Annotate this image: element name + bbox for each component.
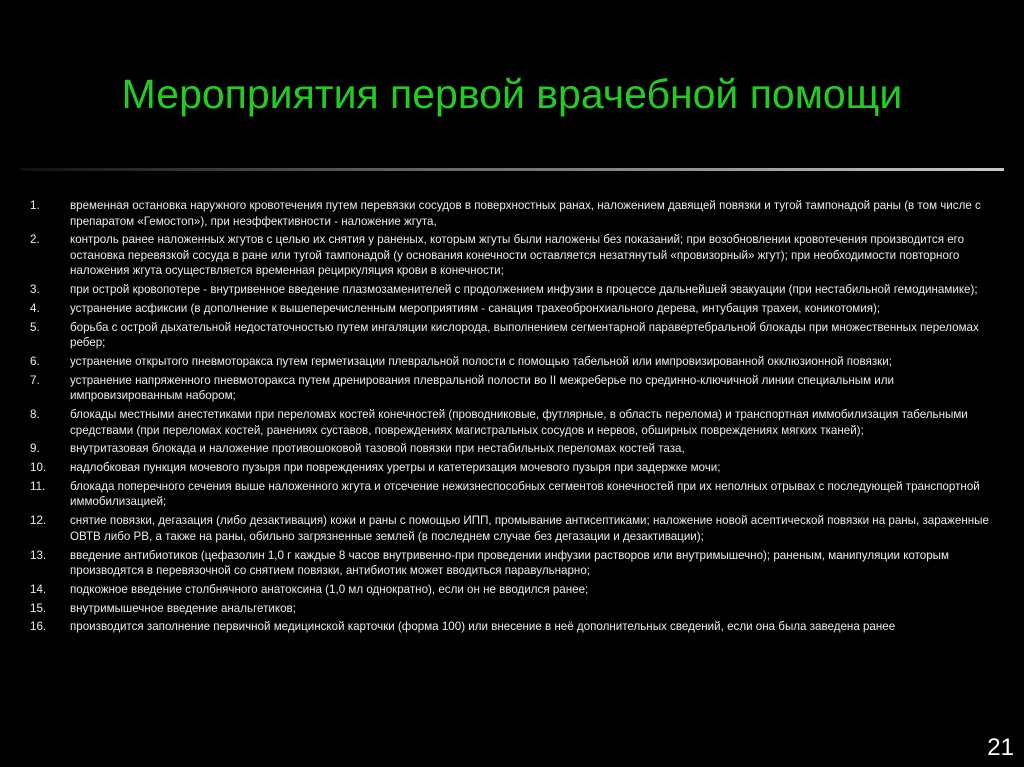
item-number: 14. [30,582,47,596]
title-divider [20,168,1004,171]
list-item [30,479,1000,510]
item-number: 15. [30,601,47,615]
item-number: 3. [30,283,40,297]
list-item [30,320,1000,351]
item-text: внутримышечное введение анальгетиков; [70,601,296,615]
item-text: контроль ранее наложенных жгутов с целью их снятия у раненых, которым жгуты были наложены без показаний; при возобновлении кровотечения производится его остановка перевязкой сосуда в ране или тугой тампонадой (у основания конечности оставляется незатянутый «провизорный» жгут); при необходимости повторного наложения жгута осуществляется временная рециркуляция крови в конечности; [70,233,965,278]
item-text: блокада поперечного сечения выше наложенного жгута и отсечение нежизнеспособных сегментов конечностей при их неполных отрывах с последующей транспортной иммобилизацией; [70,479,980,509]
measures-list [30,198,1000,638]
list-item [30,513,1000,544]
item-number: 1. [30,199,40,212]
list-item [30,619,1000,635]
page-number: 21 [987,734,1014,761]
item-number: 6. [30,354,40,368]
item-text: борьба с острой дыхательной недостаточностью путем ингаляции кислорода, выполнением сегментарной паравертебральной блокады при множественных переломах ребер; [70,320,979,350]
list-item [30,441,1000,457]
item-number: 4. [30,301,40,315]
list-item [30,460,1000,476]
item-number: 10. [30,461,47,475]
item-text: производится заполнение первичной медицинской карточки (форма 100) или внесение в неё дополнительных сведений, если она была заведена ранее [70,620,896,634]
list-item [30,373,1000,404]
list-item [30,601,1000,617]
item-number: 13. [30,548,47,562]
item-text: надлобковая пункция мочевого пузыря при повреждениях уретры и катетеризация мочевого пузыря при задержке мочи; [70,461,721,475]
item-text: при острой кровопотере - внутривенное введение плазмозаменителей с продолжением инфузии в процессе дальнейшей эвакуации (при нестабильной гемодинамике); [70,283,978,297]
slide-title: Мероприятия первой врачебной помощи [121,71,903,117]
item-number: 12. [30,514,47,528]
item-number: 9. [30,442,40,456]
item-number: 16. [30,620,47,634]
item-number: 11. [30,479,46,493]
item-text: устранение открытого пневмоторакса путем герметизации плевральной полости с помощью табельной или импровизированной окклюзионной повязки; [70,354,892,368]
list-item [30,282,1000,298]
list-item [30,301,1000,317]
list-item [30,232,1000,279]
list-item [30,354,1000,370]
list-item [30,407,1000,438]
item-text: введение антибиотиков (цефазолин 1,0 г каждые 8 часов внутривенно-при проведении инфузии растворов или внутримышечно); раненым, манипуляции которым производятся в перевязочной со снятием повязки, антибиотик может вводиться паравульнарно; [70,548,949,578]
item-number: 7. [30,373,40,387]
item-text: подкожное введение столбнячного анатоксина (1,0 мл однократно), если он не вводился ранее; [70,582,589,596]
item-text: снятие повязки, дегазация (либо дезактивация) кожи и раны с помощью ИПП, промывание антисептиками; наложение новой асептической повязки на раны, зараженные ОВТВ либо РВ, а также на раны, обильно загрязненные землей (в последнем случае без дегазации и дезактивации); [70,514,989,543]
item-number: 5. [30,320,40,334]
item-number: 8. [30,408,40,422]
list-item [30,548,1000,579]
item-text: внутритазовая блокада и наложение противошоковой тазовой повязки при нестабильных переломах костей таза, [70,442,685,456]
item-text: блокады местными анестетиками при переломах костей конечностей (проводниковые, футлярные, в область перелома) и транспортная иммобилизация табельными средствами (при переломах костей, ранениях суставов, повреждениях магистральных сосудов и нервов, обширных повреждениях мягких тканей); [70,408,968,437]
item-text: устранение асфиксии (в дополнение к вышеперечисленным мероприятиям - санация трахеобронхиального дерева, интубация трахеи, коникотомия); [70,301,881,315]
item-number: 2. [30,233,40,247]
list-item [30,198,1000,229]
item-text: временная остановка наружного кровотечения путем перевязки сосудов в поверхностных ранах, наложением давящей повязки и тугой тампонадой раны (в том числе с препаратом «Гемостоп»), при неэффективности - наложение жгута, [70,199,981,228]
item-text: устранение напряженного пневмоторакса путем дренирования плевральной полости во II межреберье по срединно-ключичной линии специальным или импровизированным набором; [70,373,894,403]
list-item [30,582,1000,598]
